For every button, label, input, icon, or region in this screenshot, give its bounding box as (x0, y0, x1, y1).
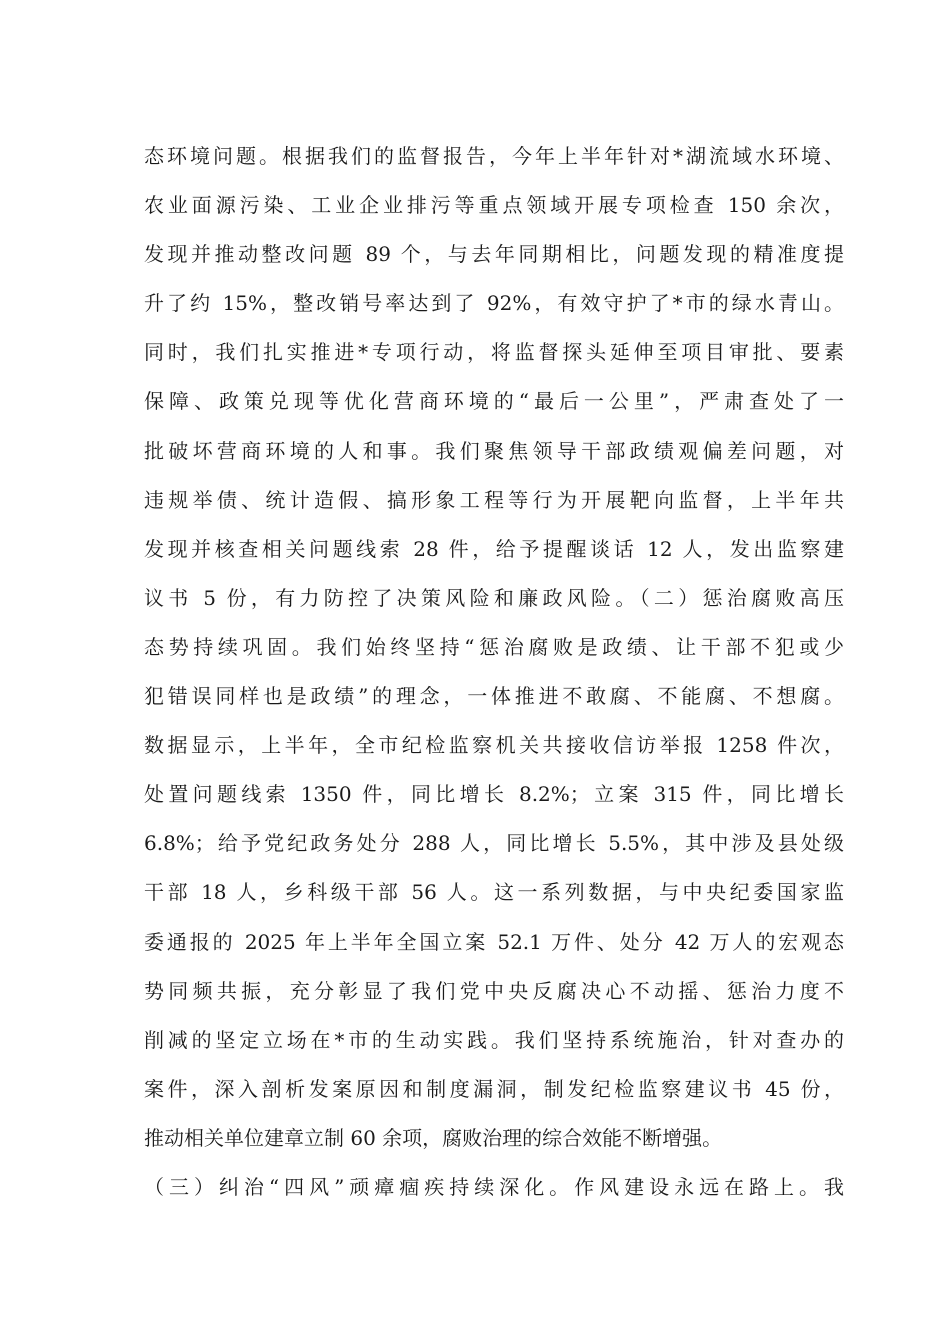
text-line-16: 干部 18 人，乡科级干部 56 人。这一系列数据，与中央纪委国家监 (144, 880, 844, 905)
text-line-7: 批破坏营商环境的人和事。我们聚焦领导干部政绩观偏差问题，对 (144, 438, 844, 463)
text-line-22: （三）纠治“四风”顽瘴痼疾持续深化。作风建设永远在路上。我 (144, 1174, 844, 1199)
text-line-14: 处置问题线索 1350 件，同比增长 8.2%；立案 315 件，同比增长 (144, 782, 844, 807)
text-line-18: 势同频共振，充分彰显了我们党中央反腐决心不动摇、惩治力度不 (144, 978, 844, 1003)
text-line-2: 农业面源污染、工业企业排污等重点领域开展专项检查 150 余次， (144, 193, 844, 218)
text-line-8: 违规举债、统计造假、搞形象工程等行为开展靶向监督，上半年共 (144, 487, 844, 512)
text-line-10: 议书 5 份，有力防控了决策风险和廉政风险。（二）惩治腐败高压 (144, 585, 844, 610)
text-line-5: 同时，我们扎实推进*专项行动，将监督探头延伸至项目审批、要素 (144, 340, 844, 365)
text-line-9: 发现并核查相关问题线索 28 件，给予提醒谈话 12 人，发出监察建 (144, 536, 844, 561)
text-line-11: 态势持续巩固。我们始终坚持“惩治腐败是政绩、让干部不犯或少 (144, 634, 844, 659)
text-line-15: 6.8%；给予党纪政务处分 288 人，同比增长 5.5%，其中涉及县处级 (144, 831, 844, 856)
text-line-21: 推动相关单位建章立制 60 余项，腐败治理的综合效能不断增强。 (144, 1125, 723, 1150)
text-line-3: 发现并推动整改问题 89 个，与去年同期相比，问题发现的精准度提 (144, 242, 844, 267)
text-line-4: 升了约 15%，整改销号率达到了 92%，有效守护了*市的绿水青山。 (144, 291, 844, 316)
body-paragraph (144, 132, 844, 1212)
text-line-1: 态环境问题。根据我们的监督报告，今年上半年针对*湖流域水环境、 (144, 144, 844, 168)
text-line-20: 案件，深入剖析发案原因和制度漏洞，制发纪检监察建议书 45 份， (144, 1076, 844, 1101)
text-line-19: 削减的坚定立场在*市的生动实践。我们坚持系统施治，针对查办的 (144, 1027, 844, 1052)
text-line-12: 犯错误同样也是政绩”的理念，一体推进不敢腐、不能腐、不想腐。 (144, 684, 844, 709)
text-line-6: 保障、政策兑现等优化营商环境的“最后一公里”，严肃查处了一 (144, 389, 844, 414)
text-line-13: 数据显示，上半年，全市纪检监察机关共接收信访举报 1258 件次， (144, 733, 844, 758)
text-line-17: 委通报的 2025 年上半年全国立案 52.1 万件、处分 42 万人的宏观态 (144, 929, 844, 954)
